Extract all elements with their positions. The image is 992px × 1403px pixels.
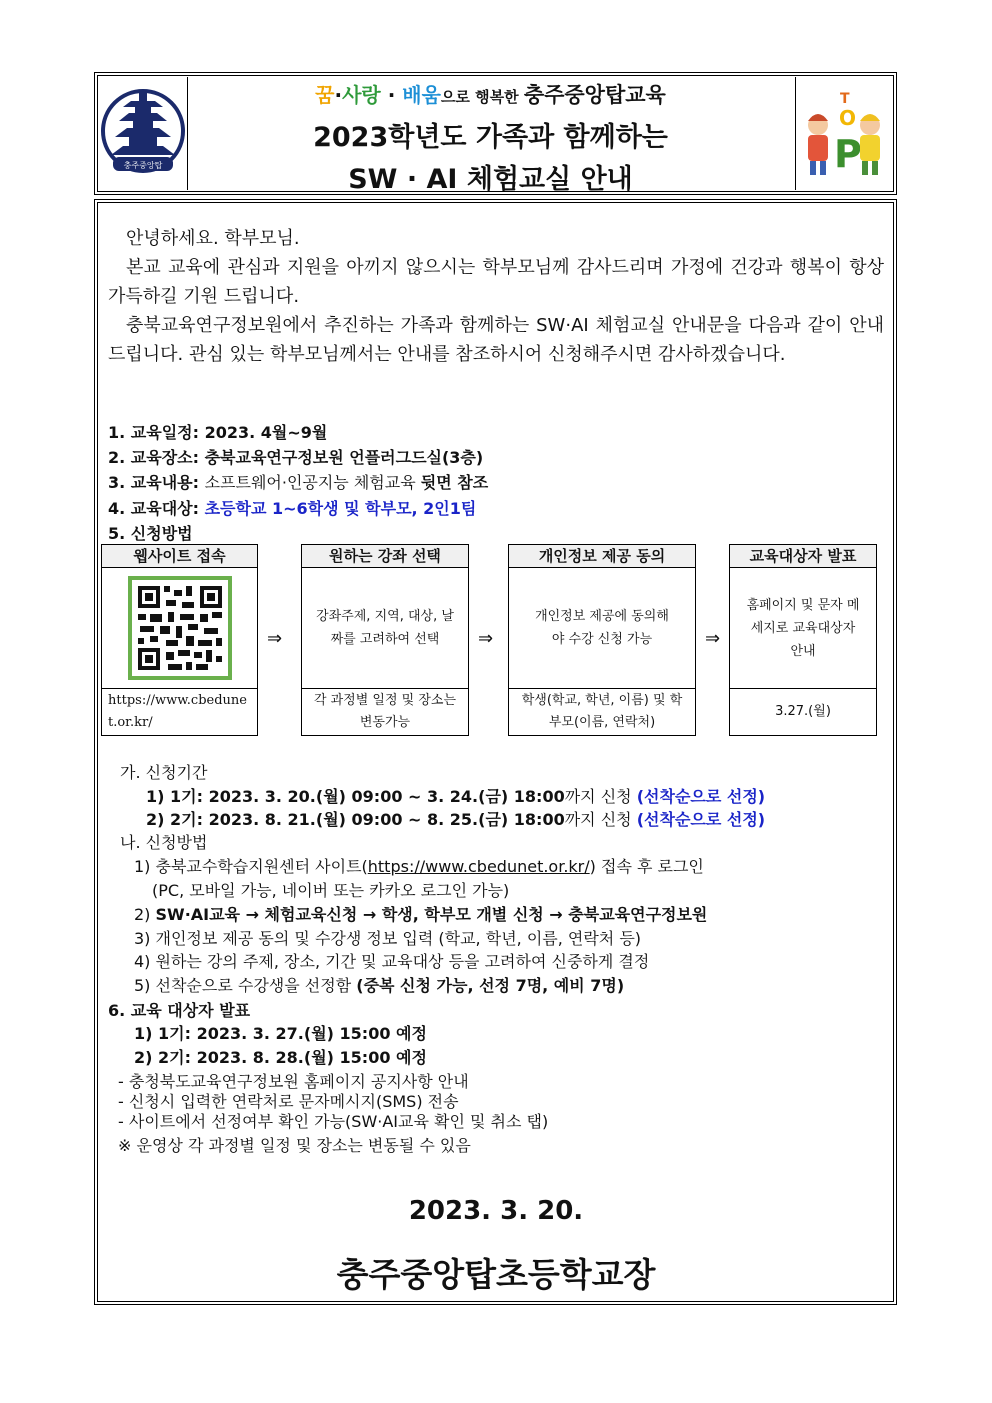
step-head: 교육대상자 발표 — [730, 545, 876, 568]
step-note: 3.27.(월) — [730, 688, 876, 735]
step-desc: 개인정보 제공에 동의해야 수강 신청 가능 — [535, 609, 669, 647]
qr-code[interactable] — [102, 568, 257, 688]
item-emphasis: 뒷면 참조 — [420, 473, 489, 492]
period-text: 까지 신청 — [564, 810, 637, 829]
method-emphasis: (중복 신청 가능, 선정 7명, 예비 7명) — [356, 976, 625, 995]
slogan-school: 충주중앙탑교육 — [523, 83, 666, 107]
step-note: 학생(학교, 학년, 이름) 및 학부모(이름, 연락처) — [509, 688, 695, 735]
method-2 — [134, 902, 707, 925]
method-label: 나. 신청방법 — [120, 833, 208, 852]
slogan-dream: 꿈 — [315, 83, 335, 107]
period-note: (선착순으로 선정) — [636, 810, 766, 829]
item-label: 2. 교육장소: — [108, 448, 205, 467]
method-4: 4) 원하는 강의 주제, 장소, 기간 및 교육대상 등을 고려하여 신중하게 결정 — [134, 952, 650, 971]
slogan-dot: · — [380, 83, 403, 107]
announce-note-1: - 충청북도교육연구정보원 홈페이지 공지사항 안내 — [118, 1072, 469, 1091]
intro-paragraph-1: 본교 교육에 관심과 지원을 아끼지 않으시는 학부모님께 감사드리며 가정에 건강과 행복이 항상 가득하길 기원 드립니다. — [108, 257, 884, 307]
item-method: 5. 신청방법 — [108, 524, 193, 543]
website-url-link[interactable]: https://www.cbedunet.or.kr/ — [102, 688, 257, 735]
page-title: 2023학년도 가족과 함께하는 — [313, 122, 668, 153]
item-place — [108, 445, 483, 468]
method-text: 5) 선착순으로 수강생을 선정함 — [134, 976, 357, 995]
step-announcement — [729, 544, 877, 736]
method-3: 3) 개인정보 제공 동의 및 수강생 정보 입력 (학교, 학년, 이름, 연락처 등) — [134, 929, 642, 948]
page-subtitle: SW · AI 체험교실 안내 — [348, 164, 633, 195]
item-value: 초등학교 1~6학생 및 학부모, 2인1팀 — [204, 499, 477, 518]
document-date: 2023. 3. 20. — [408, 1196, 584, 1226]
qr-code-icon — [128, 576, 232, 680]
method-1b: (PC, 모바일 가능, 네이버 또는 카카오 로그인 가능) — [152, 881, 510, 900]
method-5 — [134, 973, 624, 996]
step-head: 개인정보 제공 동의 — [509, 545, 695, 568]
period-date: 2) 2기: 2023. 8. 21.(월) 09:00 ~ 8. 25.(금) 18:00 — [146, 810, 565, 829]
slogan-dot: · — [334, 83, 343, 107]
mascot-letter: O — [839, 106, 857, 130]
intro-paragraph-2: 충북교육연구정보원에서 추진하는 가족과 함께하는 SW·AI 체험교실 안내문을 다음과 같이 안내드립니다. 관심 있는 학부모님께서는 안내를 참조하시어 신청해주시면 감사하겠습니다. — [108, 315, 884, 365]
header-box — [94, 72, 897, 195]
step-head: 웹사이트 접속 — [102, 545, 257, 568]
principal-signature: 충주중앙탑초등학교장 — [336, 1255, 656, 1294]
slogan-happy: 행복한 — [469, 88, 524, 106]
period-1 — [146, 784, 765, 807]
flow-arrow-icon: ⇒ — [267, 628, 283, 649]
step-website — [101, 544, 258, 736]
step-note: 각 과정별 일정 및 장소는 변동가능 — [302, 688, 468, 735]
period-date: 1) 1기: 2023. 3. 20.(월) 09:00 ~ 3. 24.(금) 18:00 — [146, 787, 565, 806]
announce-note-3: - 사이트에서 선정여부 확인 가능(SW·AI교육 확인 및 취소 탭) — [118, 1112, 549, 1131]
pagoda-logo-icon — [99, 77, 187, 190]
method-text: 1) 충북교수학습지원센터 사이트( — [134, 857, 368, 876]
step-desc: 강좌주제, 지역, 대상, 날짜를 고려하여 선택 — [316, 609, 454, 647]
mascot-letter: T — [840, 91, 850, 107]
method-1 — [134, 854, 704, 877]
item-value: 2023. 4월~9월 — [204, 423, 328, 442]
mascot-icon — [796, 77, 892, 190]
period-2 — [146, 807, 765, 830]
step-desc: 홈페이지 및 문자 메세지로 교육대상자 안내 — [746, 597, 860, 659]
announce-note-2: - 신청시 입력한 연락처로 문자메시지(SMS) 전송 — [118, 1092, 459, 1111]
logo-caption: 충주중앙탑 — [123, 161, 163, 170]
announce-1: 1) 1기: 2023. 3. 27.(월) 15:00 예정 — [134, 1024, 427, 1043]
item-label: 3. 교육내용: — [108, 473, 205, 492]
period-text: 까지 신청 — [564, 787, 637, 806]
item-target — [108, 496, 476, 519]
flow-arrow-icon: ⇒ — [478, 628, 494, 649]
item-content — [108, 470, 488, 493]
period-label: 가. 신청기간 — [120, 763, 208, 782]
announce-2: 2) 2기: 2023. 8. 28.(월) 15:00 예정 — [134, 1048, 427, 1067]
announce-remark: ※ 운영상 각 과정별 일정 및 장소는 변동될 수 있음 — [118, 1136, 471, 1155]
step-privacy-consent — [508, 544, 696, 736]
slogan-suffix: 으로 — [440, 88, 470, 106]
mascot-letter: P — [834, 132, 862, 176]
announce-label: 6. 교육 대상자 발표 — [108, 1001, 251, 1020]
slogan — [195, 79, 786, 109]
item-schedule — [108, 420, 327, 443]
step-select-course — [301, 544, 469, 736]
slogan-love: 사랑 — [342, 83, 381, 107]
item-value: 충북교육연구정보원 언플러그드실(3층) — [204, 448, 484, 467]
cbedunet-link[interactable]: https://www.cbedunet.or.kr/ — [367, 857, 590, 876]
period-note: (선착순으로 선정) — [636, 787, 766, 806]
method-num: 2) — [134, 905, 156, 924]
flow-arrow-icon: ⇒ — [705, 628, 721, 649]
item-label: 4. 교육대상: — [108, 499, 205, 518]
greeting: 안녕하세요. 학부모님. — [126, 228, 300, 249]
method-path: SW·AI교육 → 체험교육신청 → 학생, 학부모 개별 신청 → 충북교육연구정보원 — [155, 905, 708, 924]
item-value: 소프트웨어·인공지능 체험교육 — [204, 473, 421, 492]
method-text: ) 접속 후 로그인 — [589, 857, 704, 876]
step-head: 원하는 강좌 선택 — [302, 545, 468, 568]
school-logo — [99, 77, 188, 190]
slogan-learn: 배움 — [402, 83, 441, 107]
mascot-image — [795, 77, 892, 190]
item-label: 1. 교육일정: — [108, 423, 205, 442]
